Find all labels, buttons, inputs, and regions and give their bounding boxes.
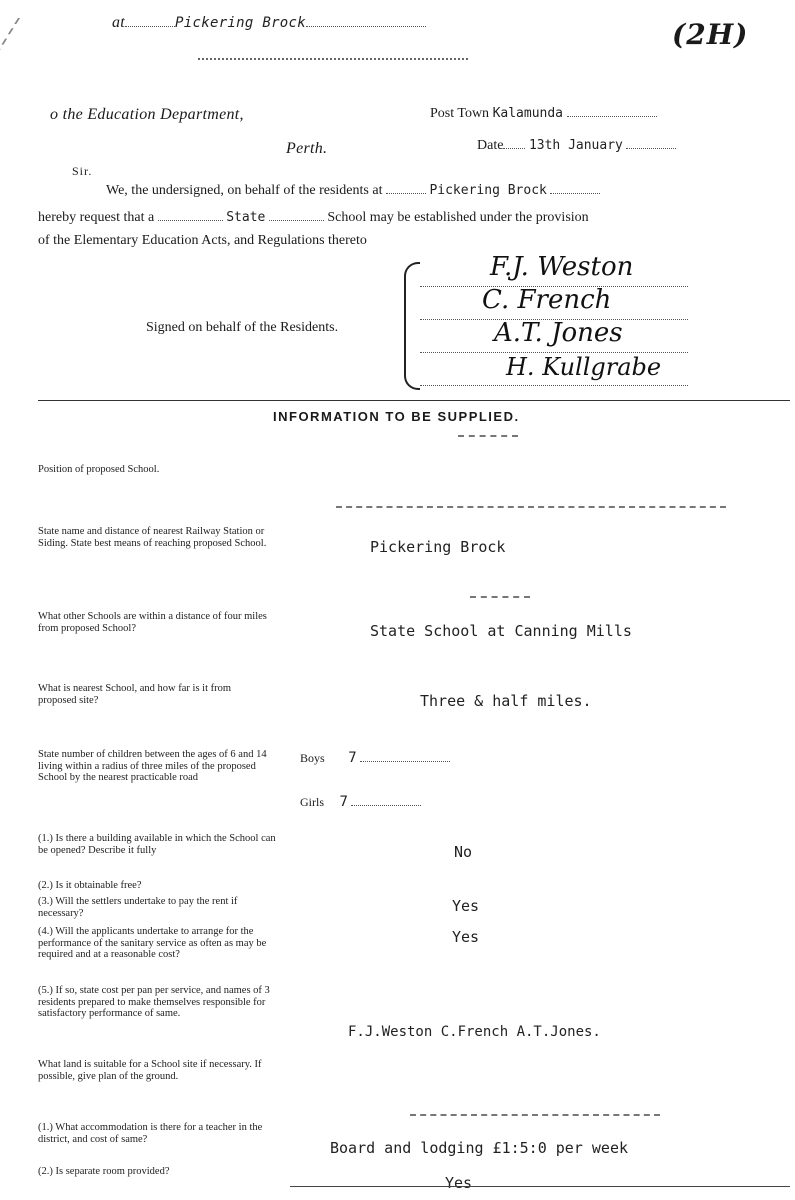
question-nearest-school: What is nearest School, and how far is it from proposed site? [38, 683, 232, 706]
signed-label: Signed on behalf of the Residents. [146, 320, 339, 335]
school-type: State [226, 210, 266, 225]
question-separate-room: (2.) Is separate room provided? [38, 1166, 170, 1177]
question-rent: (3.) Will the settlers undertake to pay the rent if necessary? [38, 896, 238, 919]
post-town-label: Post Town [430, 106, 490, 121]
girls-label: Girls [300, 795, 324, 809]
boys-line [300, 750, 450, 767]
request-line-1-text: We, the undersigned, on behalf of the residents at [106, 183, 383, 198]
answer-building: No [454, 843, 473, 861]
question-building: (1.) Is there a building available in which the School can be opened? Describe it fully [38, 833, 276, 856]
at-label: at [112, 14, 126, 31]
section-divider [38, 400, 790, 401]
reference-mark: (2H) [672, 18, 749, 51]
signature-1: F.J. Weston [490, 252, 634, 282]
addressee-line: o the Education Department, [50, 106, 244, 123]
date-label: Date [477, 138, 504, 153]
dotted-line [198, 58, 468, 60]
date-line [477, 138, 676, 154]
answer-railway: Pickering Brock [370, 538, 506, 556]
request-line-1 [106, 183, 600, 199]
post-town-line [430, 106, 657, 122]
request-line-2 [38, 210, 589, 226]
request-line-2-prefix: hereby request that a [38, 210, 155, 225]
answer-residents: F.J.Weston C.French A.T.Jones. [348, 1024, 601, 1040]
info-heading: INFORMATION TO BE SUPPLIED. [273, 409, 520, 424]
at-line [112, 14, 426, 32]
question-land: What land is suitable for a School site if necessary. If possible, give plan of the ground. [38, 1059, 262, 1082]
answer-rent: Yes [452, 897, 480, 915]
question-sanitary: (4.) Will the applicants undertake to arrange for the performance of the sanitary service as often as may be required and at a reasonable cost? [38, 926, 267, 960]
question-other-schools: What other Schools are within a distance of four miles from proposed School? [38, 611, 267, 634]
answer-line-railway [470, 596, 530, 598]
signature-2: C. French [482, 285, 612, 315]
question-railway: State name and distance of nearest Railway Station or Siding. State best means of reaching proposed School. [38, 526, 267, 549]
at-value: Pickering Brock [175, 15, 306, 31]
margin-scratch-mark [0, 18, 130, 168]
question-free: (2.) Is it obtainable free? [38, 880, 142, 891]
date-value: 13th January [528, 138, 623, 153]
question-position: Position of proposed School. [38, 464, 160, 475]
request-line-2-suffix: School may be established under the provision [327, 210, 589, 225]
addressee-city: Perth. [286, 140, 328, 157]
answer-line-position [336, 506, 726, 508]
answer-accommodation: Board and lodging £1:5:0 per week [330, 1139, 629, 1157]
answer-boys: 7 [348, 750, 357, 766]
answer-line-land [410, 1114, 660, 1116]
post-town-value: Kalamunda [492, 106, 564, 121]
salutation: Sir. [72, 164, 93, 178]
signature-3: A.T. Jones [494, 318, 623, 348]
request-line-3: of the Elementary Education Acts, and Regulations thereto [38, 233, 367, 248]
answer-other-schools: State School at Canning Mills [370, 622, 632, 640]
bottom-rule [290, 1186, 790, 1187]
question-children: State number of children between the ages of 6 and 14 living within a radius of three miles of the proposed School by the nearest practicable road [38, 749, 267, 783]
signature-bracket [404, 262, 420, 390]
request-place: Pickering Brock [429, 183, 547, 198]
question-cost: (5.) If so, state cost per pan per service, and names of 3 residents prepared to make themselves responsible for satisfactory performance of same. [38, 985, 270, 1019]
signature-4: H. Kullgrabe [506, 353, 662, 381]
question-accommodation: (1.) What accommodation is there for a teacher in the district, and cost of same? [38, 1122, 263, 1145]
heading-rule [458, 435, 518, 437]
boys-label: Boys [300, 751, 325, 765]
answer-sanitary: Yes [452, 928, 480, 946]
answer-separate-room: Yes [445, 1174, 473, 1192]
answer-girls: 7 [339, 794, 348, 810]
answer-nearest-school: Three & half miles. [420, 692, 592, 710]
girls-line [300, 794, 421, 811]
